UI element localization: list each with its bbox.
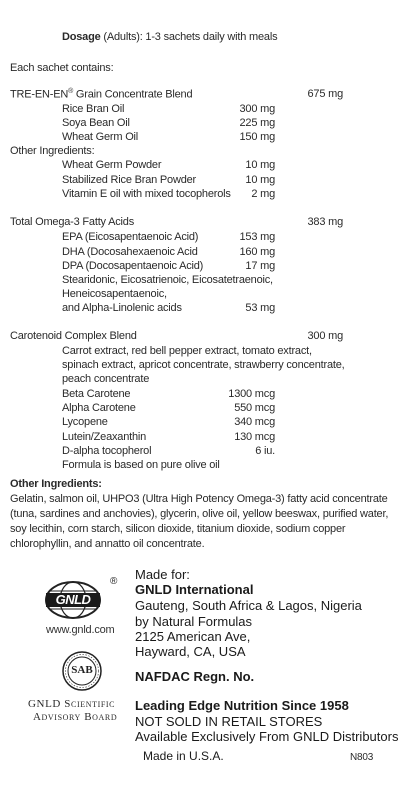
blend1-total: 675 mg xyxy=(307,88,343,100)
dosage-line xyxy=(62,31,277,43)
tagline: Leading Edge Nutrition Since 1958 xyxy=(135,698,349,713)
blend1-title-rest: Grain Concentrate Blend xyxy=(73,88,193,101)
ingredient-name: Wheat Germ Powder xyxy=(62,159,162,171)
ingredient-amount: 300 mg xyxy=(239,103,275,115)
ingredient-name: Lutein/Zeaxanthin xyxy=(62,431,147,443)
ingredient-name: Lycopene xyxy=(62,416,108,428)
sab-seal xyxy=(61,650,103,692)
carotenoid-total: 300 mg xyxy=(307,330,343,342)
ingredient-name: EPA (Eicosapentaenoic Acid) xyxy=(62,231,199,243)
ingredient-amount: 160 mg xyxy=(239,246,275,258)
made-in: Made in U.S.A. xyxy=(143,749,224,763)
ingredient-amount: 225 mg xyxy=(239,117,275,129)
sab-text: SAB xyxy=(71,664,93,676)
company-name: GNLD International xyxy=(135,582,254,597)
ingredient-name: D-alpha tocopherol xyxy=(62,445,152,457)
other-ingredients-sublabel: Other Ingredients: xyxy=(10,145,95,157)
carotenoid-desc: spinach extract, apricot concentrate, strawberry concentrate, xyxy=(62,359,345,371)
dosage-label: Dosage xyxy=(62,31,101,43)
carotenoid-title: Carotenoid Complex Blend xyxy=(10,330,137,342)
dosage-text: (Adults): 1-3 sachets daily with meals xyxy=(100,31,278,43)
other-ingredients-heading: Other Ingredients: xyxy=(10,478,102,490)
ingredient-amount: 6 iu. xyxy=(255,445,275,457)
ingredient-amount: 53 mg xyxy=(245,302,275,314)
ingredient-amount: 1300 mcg xyxy=(228,388,275,400)
ingredient-amount: 153 mg xyxy=(239,231,275,243)
other-ingredients-text: Gelatin, salmon oil, UHPO3 (Ultra High Potency Omega-3) fatty acid concentrate (tuna, sardines and anchovies), glycerin, olive oil, yellow beeswax, purified water, soy lecithin, corn starch, silicon dioxide, titanium dioxide, sodium copper chlorophyllin, and annatto oil concentrate. xyxy=(10,493,389,550)
ingredient-amount: 550 mcg xyxy=(234,402,275,414)
ingredient-name: Wheat Germ Oil xyxy=(62,131,139,143)
availability-notice: Available Exclusively From GNLD Distributors xyxy=(135,729,399,744)
ingredient-name: Soya Bean Oil xyxy=(62,117,130,129)
street-address: 2125 American Ave, xyxy=(135,629,251,644)
company-location: Gauteng, South Africa & Lagos, Nigeria xyxy=(135,598,362,613)
product-code: N803 xyxy=(350,752,374,763)
ingredient-amount: 10 mg xyxy=(245,159,275,171)
omega-title: Total Omega-3 Fatty Acids xyxy=(10,216,134,228)
formula-note: Formula is based on pure olive oil xyxy=(62,459,220,471)
ingredient-amount: 10 mg xyxy=(245,174,275,186)
not-sold-notice: NOT SOLD IN RETAIL STORES xyxy=(135,714,323,729)
made-for-label: Made for: xyxy=(135,567,190,582)
registered-mark: ® xyxy=(110,576,118,587)
ingredient-amount: 2 mg xyxy=(251,188,275,200)
carotenoid-desc: Carrot extract, red bell pepper extract, tomato extract, xyxy=(62,345,312,357)
ingredient-name: and Alpha-Linolenic acids xyxy=(62,302,182,314)
ingredient-name: DHA (Docosahexaenoic Acid xyxy=(62,246,198,258)
blend1-reg-mark: ® xyxy=(68,88,74,95)
omega-total: 383 mg xyxy=(307,216,343,228)
gnld-logo-text: GNLD xyxy=(55,592,91,607)
manufacturer: by Natural Formulas xyxy=(135,614,253,629)
sab-board-line1: GNLD Scientific xyxy=(28,698,116,710)
carotenoid-desc: peach concentrate xyxy=(62,373,150,385)
ingredient-name: Alpha Carotene xyxy=(62,402,136,414)
ingredient-name: Stabilized Rice Bran Powder xyxy=(62,174,197,186)
ingredient-amount: 150 mg xyxy=(239,131,275,143)
ingredient-amount: 130 mcg xyxy=(234,431,275,443)
blend1-title-text: TRE-EN-EN xyxy=(10,88,69,101)
nafdac-reg: NAFDAC Regn. No. xyxy=(135,669,255,684)
website-link[interactable]: www.gnld.com xyxy=(46,624,115,636)
gnld-logo xyxy=(40,576,120,620)
city-address: Hayward, CA, USA xyxy=(135,644,246,659)
each-sachet-heading: Each sachet contains: xyxy=(10,62,114,74)
sab-board-line2: Advisory Board xyxy=(33,711,118,723)
blend1-title xyxy=(10,88,192,101)
ingredient-name: Rice Bran Oil xyxy=(62,103,125,115)
ingredient-name: Stearidonic, Eicosatrienoic, Eicosatetraenoic, xyxy=(62,274,273,286)
ingredient-amount: 340 mcg xyxy=(234,416,275,428)
ingredient-name: Vitamin E oil with mixed tocopherols xyxy=(62,188,231,200)
ingredient-name: DPA (Docosapentaenoic Acid) xyxy=(62,260,204,272)
ingredient-name: Heneicosapentaenoic, xyxy=(62,288,167,300)
ingredient-name: Beta Carotene xyxy=(62,388,131,400)
ingredient-amount: 17 mg xyxy=(245,260,275,272)
